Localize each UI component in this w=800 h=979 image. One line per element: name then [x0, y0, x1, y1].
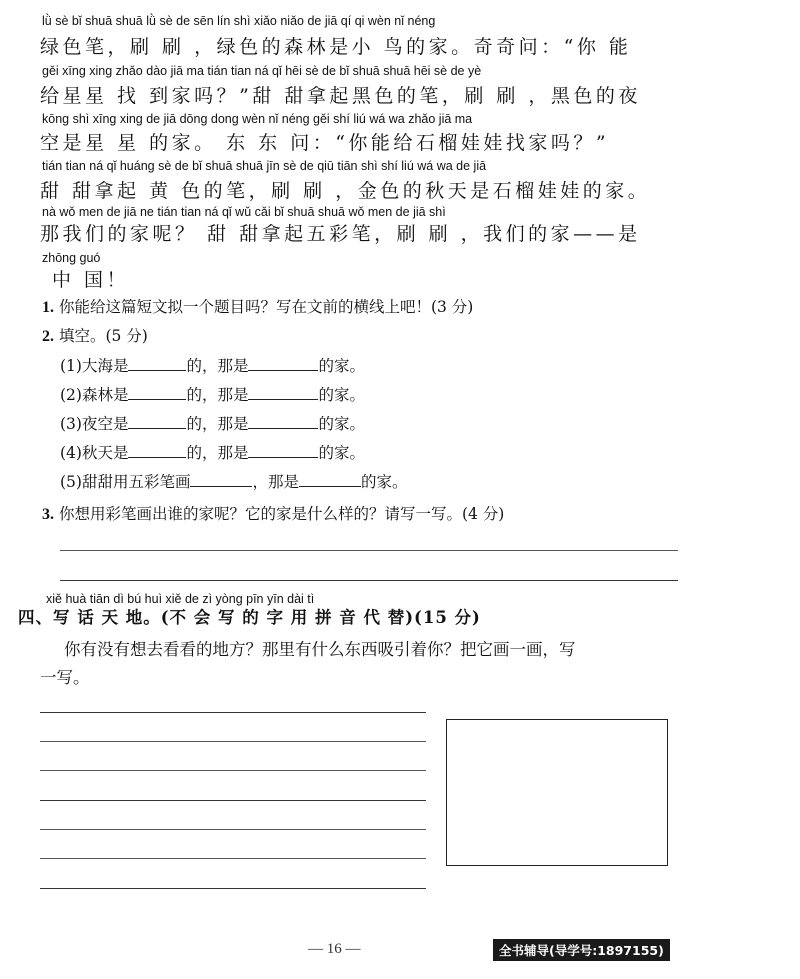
question-3	[42, 502, 504, 524]
writing-prompt-line-1: 你有没有想去看看的地方？那里有什么东西吸引着你？把它画一画，写	[64, 640, 576, 659]
fill-blank[interactable]	[248, 385, 318, 400]
writing-line[interactable]	[40, 888, 426, 889]
fill-item-1	[60, 354, 365, 376]
fill-item-1-prefix: (1)大海是	[60, 357, 129, 375]
writing-prompt-line-2: 一写。	[40, 668, 90, 687]
question-1-text: 你能给这篇短文拟一个题目吗？写在文前的横线上吧！(3 分)	[58, 298, 474, 316]
section-4-title: 四、写 话 天 地。(不 会 写 的 字 用 拼 音 代 替)(15 分)	[18, 608, 481, 627]
question-1	[42, 295, 473, 317]
writing-line[interactable]	[40, 712, 426, 713]
passage-line-6: 中 国！	[52, 269, 130, 291]
passage-line-2: 给星星 找 到家吗？”甜 甜拿起黑色的笔，刷 刷 ，黑色的夜	[40, 85, 641, 107]
fill-item-4-suffix: 的家。	[318, 444, 365, 462]
question-2-text: 填空。(5 分)	[58, 327, 148, 345]
pinyin-line-3: kōng shì xīng xing de jiā dōng dong wèn nǐ néng gěi shí liú wá wa zhǎo jiā ma	[42, 112, 473, 126]
fill-blank[interactable]	[128, 356, 186, 371]
pinyin-line-2: gěi xīng xing zhǎo dào jiā ma tián tian ná qǐ hēi sè de bǐ shuā shuā hēi sè de yè	[42, 64, 482, 78]
fill-item-5-prefix: (5)甜甜用五彩笔画	[60, 473, 191, 491]
fill-blank[interactable]	[128, 443, 186, 458]
answer-line[interactable]	[60, 580, 678, 581]
question-2-number: 2.	[42, 328, 54, 345]
fill-item-5	[60, 470, 408, 492]
page-number: — 16 —	[308, 941, 361, 957]
fill-item-2-suffix: 的家。	[318, 386, 365, 404]
section-4-pinyin: xiě huà tiān dì bú huì xiě de zì yòng pīn yīn dài tì	[46, 592, 315, 606]
fill-item-5-suffix: 的家。	[360, 473, 408, 491]
fill-blank[interactable]	[190, 472, 252, 487]
fill-item-5-middle: ，那是	[252, 473, 299, 491]
pinyin-line-1: lǜ sè bǐ shuā shuā lǜ sè de sēn lín shì xiǎo niǎo de jiā qí qi wèn nǐ néng	[42, 14, 436, 28]
fill-item-1-suffix: 的家。	[318, 357, 365, 375]
passage-line-4: 甜 甜拿起 黄 色的笔，刷 刷 ，金色的秋天是石榴娃娃的家。	[40, 180, 651, 202]
fill-item-1-middle: 的，那是	[186, 357, 249, 375]
fill-item-4	[60, 441, 365, 463]
fill-item-4-prefix: (4)秋天是	[60, 444, 129, 462]
fill-item-3-middle: 的，那是	[186, 415, 249, 433]
fill-blank[interactable]	[248, 414, 318, 429]
answer-line[interactable]	[60, 550, 678, 551]
question-2	[42, 324, 148, 346]
pinyin-line-5: nà wǒ men de jiā ne tián tian ná qǐ wǔ cǎi bǐ shuā shuā wǒ men de jiā shì	[42, 205, 446, 219]
pinyin-line-6: zhōng guó	[42, 251, 101, 265]
fill-blank[interactable]	[248, 356, 318, 371]
fill-item-4-middle: 的，那是	[186, 444, 249, 462]
writing-line[interactable]	[40, 741, 426, 742]
question-3-text: 你想用彩笔画出谁的家呢？它的家是什么样的？请写一写。(4 分)	[58, 505, 505, 523]
fill-item-3-suffix: 的家。	[318, 415, 365, 433]
writing-line[interactable]	[40, 858, 426, 859]
writing-line[interactable]	[40, 800, 426, 801]
fill-blank[interactable]	[128, 385, 186, 400]
question-3-number: 3.	[42, 506, 54, 523]
writing-line[interactable]	[40, 770, 426, 771]
fill-blank[interactable]	[248, 443, 318, 458]
fill-item-2	[60, 383, 365, 405]
question-1-number: 1.	[42, 299, 54, 316]
passage-line-1: 绿色笔，刷 刷 ，绿色的森林是小 鸟的家。奇奇问：“你 能	[40, 36, 632, 58]
passage-line-5: 那我们的家呢？ 甜 甜拿起五彩笔，刷 刷 ，我们的家——是	[40, 223, 641, 245]
fill-item-3-prefix: (3)夜空是	[60, 415, 129, 433]
writing-line[interactable]	[40, 829, 426, 830]
drawing-box[interactable]	[446, 719, 668, 866]
pinyin-line-4: tián tian ná qǐ huáng sè de bǐ shuā shuā jīn sè de qiū tiān shì shí liú wá wa de jiā	[42, 159, 487, 173]
fill-item-2-middle: 的，那是	[186, 386, 249, 404]
fill-blank[interactable]	[299, 472, 361, 487]
guide-badge: 全书辅导(导学号:1897155)	[493, 939, 670, 961]
passage-line-3: 空是星 星 的家。 东 东 问：“你能给石榴娃娃找家吗？”	[40, 132, 610, 154]
fill-blank[interactable]	[128, 414, 186, 429]
fill-item-2-prefix: (2)森林是	[60, 386, 129, 404]
fill-item-3	[60, 412, 365, 434]
